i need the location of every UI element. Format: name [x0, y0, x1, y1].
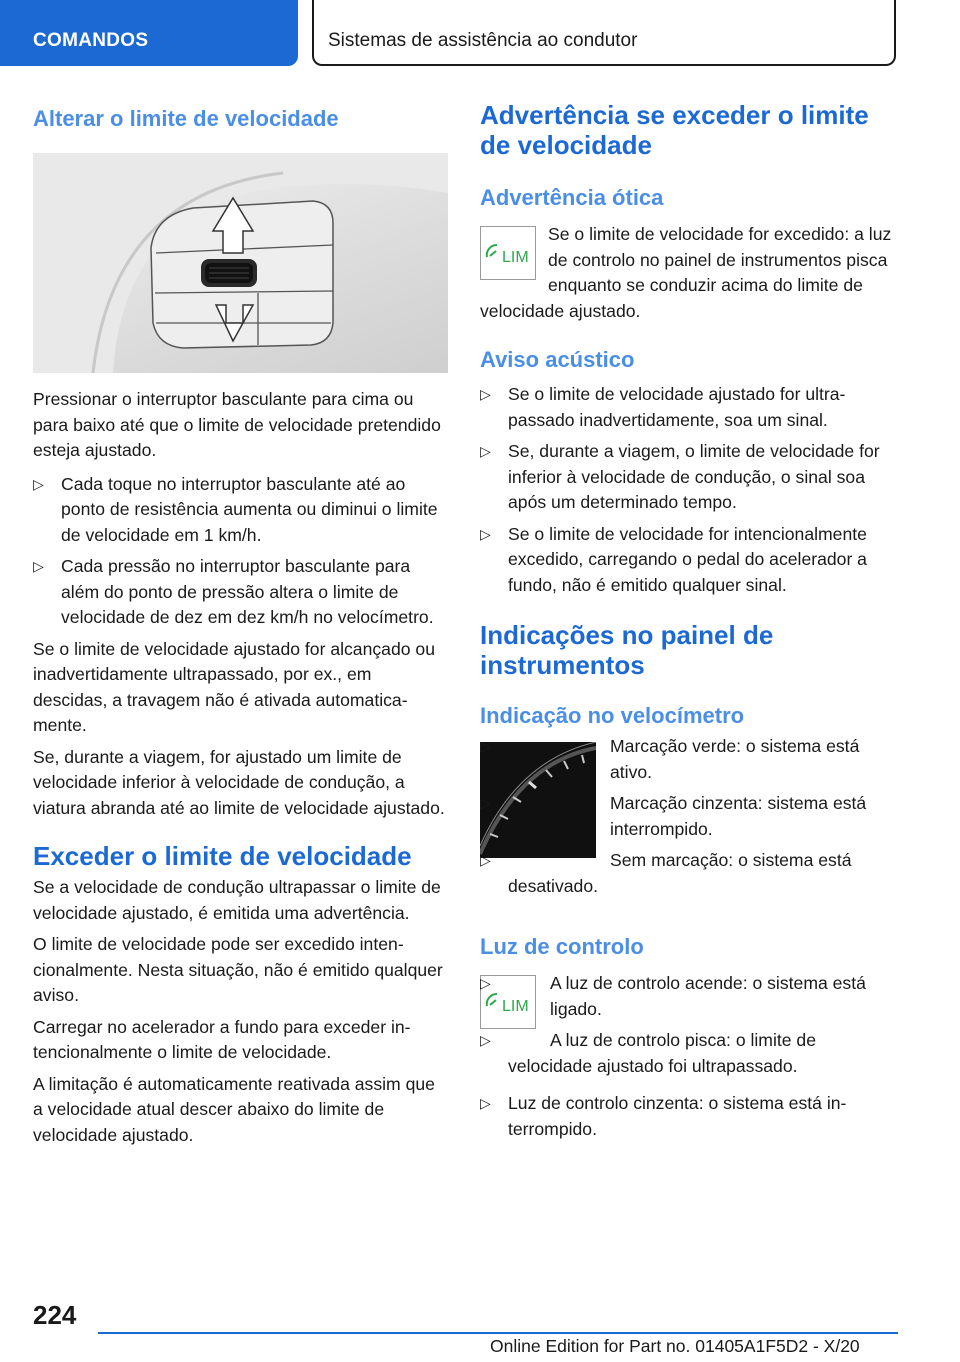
triangle-bullet-icon: ▷ — [33, 475, 44, 492]
heading-acoustic-warning: Aviso acústico — [480, 347, 635, 372]
footer-edition: Online Edition for Part no. 01405A1F5D2 - X/20 — [490, 1336, 860, 1356]
triangle-bullet-icon: ▷ — [480, 795, 491, 811]
lim-indicator-icon — [480, 226, 536, 280]
heading-optical-warning: Advertência ótica — [480, 185, 664, 210]
heading-control-light: Luz de controlo — [480, 934, 644, 959]
triangle-bullet-icon: ▷ — [480, 975, 491, 991]
lim-label: LIM — [502, 998, 529, 1015]
list-speedometer — [480, 734, 898, 899]
heading-exceed-limit: Exceder o limite de velocidade — [33, 841, 412, 871]
triangle-bullet-icon: ▷ — [480, 1095, 491, 1111]
header-chapter-label: Sistemas de assistência ao condutor — [328, 30, 638, 51]
para-during-trip: Se, durante a viagem, for ajustado um limite de velocidade inferior à velocidade de condução, a viatura abranda até ao limite de velocidade ajustado. — [33, 746, 445, 818]
list-change-limit — [33, 472, 448, 631]
list-item: ▷ Se o limite de velocidade ajustado for ultrapassado inadvertidamente, soa um sinal. — [480, 384, 846, 430]
optical-warning-block — [480, 222, 898, 324]
para-exceed-3: Carregar no acelerador a fundo para exceder intencionalmente o limite de velocidade. — [33, 1016, 411, 1062]
list-acoustic — [480, 382, 898, 598]
right-column — [480, 100, 898, 1148]
para-exceed-2: O limite de velocidade pode ser excedido intencionalmente. Nesta situação, não é emitido qualquer aviso. — [33, 934, 443, 1005]
heading-warning-exceed: Advertência se exceder o limite de velocidade — [480, 100, 869, 160]
para-exceed-1: Se a velocidade de condução ultrapassar o limite de velocidade ajustado, é emitida uma advertência. — [33, 877, 441, 923]
list-item: ▷ Se o limite de velocidade for intencionalmente excedido, carregando o pedal do acelerador a fundo, não é emitido qualquer sinal. — [480, 523, 867, 595]
triangle-bullet-icon: ▷ — [480, 443, 491, 459]
triangle-bullet-icon: ▷ — [480, 386, 491, 402]
list-item: ▷ Se, durante a viagem, o limite de velocidade for inferior à velocidade de condução, o sinal soa após um determinado tempo. — [480, 441, 880, 512]
list-item: ▷ A luz de controlo acende: o sistema está ligado. — [480, 973, 866, 1019]
heading-speedometer: Indicação no velocímetro — [480, 703, 745, 728]
para-downhill: Se o limite de velocidade ajustado for alcançado ou inadvertidamente ultrapassado, por ex., em descidas, a travagem não é ativada automaticamente. — [33, 638, 435, 735]
list-control-light — [480, 971, 898, 1079]
list-item: ▷ A luz de controlo pisca: o limite de velocidade ajustado foi ultrapassado. — [480, 1030, 817, 1076]
lim-label: LIM — [502, 249, 529, 266]
heading-instrument-panel: Indicações no painel de instrumentos — [480, 620, 774, 680]
heading-change-limit: Alterar o limite de velocidade — [33, 106, 339, 131]
page-number: 224 — [33, 1300, 77, 1330]
rocker-switch-drawing — [33, 153, 448, 373]
triangle-bullet-icon: ▷ — [33, 558, 44, 574]
triangle-bullet-icon: ▷ — [480, 852, 491, 868]
header-chapter-box — [312, 0, 896, 66]
steering-wheel-rocker-switch-illustration — [33, 153, 448, 373]
triangle-bullet-icon: ▷ — [480, 738, 491, 754]
triangle-bullet-icon: ▷ — [480, 525, 491, 542]
control-light-block — [480, 971, 898, 1085]
list-item: ▷ Cada pressão no interruptor basculante para além do ponto de pressão altera o limite de velocidade de dez em dez km/h no velocímetro. — [33, 556, 434, 627]
list-item: ▷ Luz de controlo cinzenta: o sistema está interrompido. — [480, 1093, 847, 1139]
list-control-light-extra — [480, 1091, 898, 1142]
header-section-tab — [0, 0, 298, 66]
para-press-switch: Pressionar o interruptor basculante para cima ou para baixo até que o limite de velocidade pretendido esteja ajustado. — [33, 389, 441, 460]
speedometer-block — [480, 734, 898, 905]
list-item: ▷ Marcação cinzenta: sistema está interrompido. — [480, 793, 867, 839]
triangle-bullet-icon: ▷ — [480, 1032, 491, 1048]
list-item: ▷ Cada toque no interruptor basculante até ao ponto de resistência aumenta ou diminui o limite de velocidade em 1 km/h. — [33, 473, 438, 545]
footer-divider — [98, 1332, 898, 1334]
left-column — [33, 100, 448, 1148]
para-optical-warning: Se o limite de velocidade for excedido: a luz de controlo no painel de instrumentos pisca enquanto se conduzir acima do limite de velocidade ajustado. — [480, 224, 892, 321]
header-section-label: COMANDOS — [33, 30, 149, 51]
list-item: ▷ Marcação verde: o sistema está ativo. — [480, 736, 860, 782]
para-exceed-4: A limitação é automaticamente reativada assim que a velocidade atual descer abaixo do limite de velocidade ajustado. — [33, 1073, 435, 1145]
list-item: ▷ Sem marcação: o sistema está desativado. — [480, 850, 852, 896]
